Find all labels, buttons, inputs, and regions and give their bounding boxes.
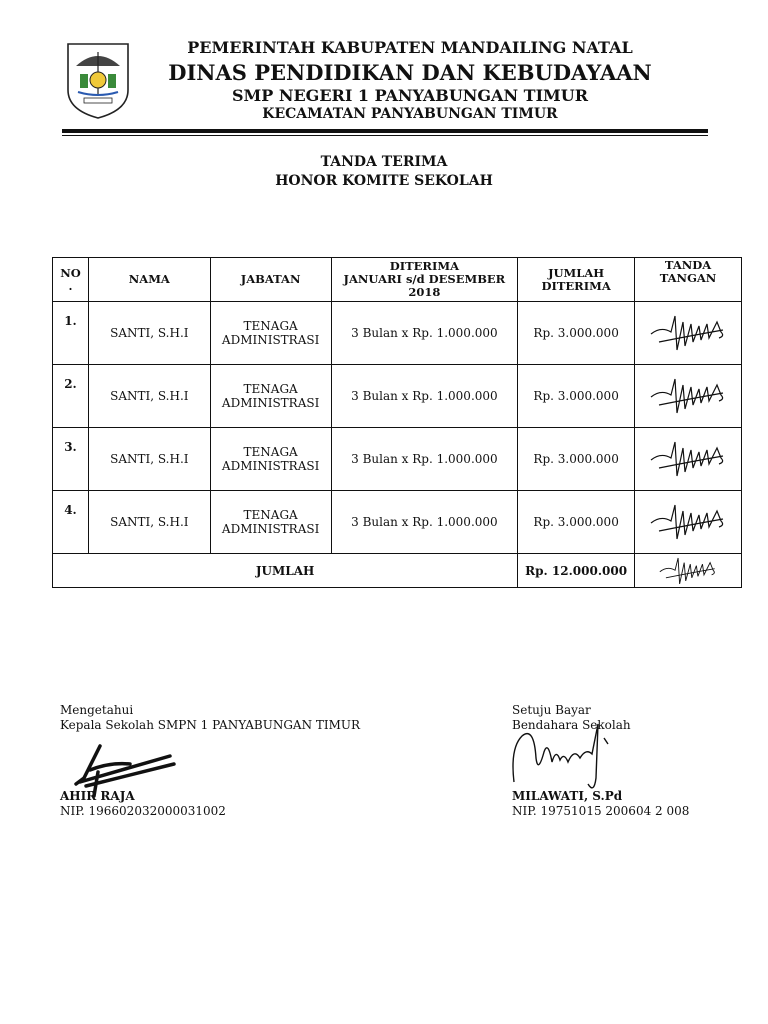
- header-divider-thin: [62, 135, 708, 136]
- approve-payment-label: Setuju Bayar: [512, 703, 591, 717]
- row-jabatan: TENAGA ADMINISTRASI: [210, 302, 331, 365]
- treasurer-name: MILAWATI, S.Pd: [512, 789, 623, 803]
- total-value: Rp. 12.000.000: [518, 554, 635, 588]
- principal-signature-icon: [70, 742, 180, 800]
- row-jumlah: Rp. 3.000.000: [518, 365, 635, 428]
- row-nama: SANTI, S.H.I: [88, 491, 210, 554]
- row-signature: [635, 554, 742, 588]
- honor-receipt-table: [52, 257, 742, 588]
- row-signature: [635, 428, 742, 491]
- column-header-nama: NAMA: [88, 258, 210, 302]
- table-row: [53, 365, 742, 428]
- column-header-tanda-tangan: TANDA TANGAN: [635, 258, 742, 302]
- header-government: PEMERINTAH KABUPATEN MANDAILING NATAL: [187, 38, 633, 57]
- row-signature: [635, 491, 742, 554]
- table-row: [53, 302, 742, 365]
- signature-icon: [649, 555, 727, 587]
- total-label: JUMLAH: [53, 554, 518, 588]
- column-header-no: NO .: [53, 258, 89, 302]
- row-nama: SANTI, S.H.I: [88, 302, 210, 365]
- signature-icon: [649, 312, 727, 354]
- treasurer-nip: NIP. 19751015 200604 2 008: [512, 804, 690, 818]
- row-nama: SANTI, S.H.I: [88, 365, 210, 428]
- treasurer-signature-icon: [508, 718, 618, 798]
- row-diterima: 3 Bulan x Rp. 1.000.000: [331, 428, 518, 491]
- table-total-row: [53, 554, 742, 588]
- table-row: [53, 428, 742, 491]
- header-divider-thick: [62, 129, 708, 133]
- signature-icon: [649, 501, 727, 543]
- row-signature: [635, 302, 742, 365]
- document-title: TANDA TERIMA: [320, 154, 448, 170]
- treasurer-title: Bendahara Sekolah: [512, 718, 631, 732]
- row-signature: [635, 365, 742, 428]
- document-subtitle: HONOR KOMITE SEKOLAH: [275, 173, 493, 189]
- row-nama: SANTI, S.H.I: [88, 428, 210, 491]
- row-diterima: 3 Bulan x Rp. 1.000.000: [331, 365, 518, 428]
- row-number: 3.: [53, 428, 89, 491]
- signature-icon: [649, 375, 727, 417]
- principal-nip: NIP. 196602032000031002: [60, 804, 226, 818]
- row-diterima: 3 Bulan x Rp. 1.000.000: [331, 302, 518, 365]
- header-district: KECAMATAN PANYABUNGAN TIMUR: [262, 106, 558, 122]
- acknowledged-label: Mengetahui: [60, 703, 134, 717]
- row-jumlah: Rp. 3.000.000: [518, 491, 635, 554]
- table-row: [53, 491, 742, 554]
- signature-icon: [649, 438, 727, 480]
- row-jabatan: TENAGA ADMINISTRASI: [210, 428, 331, 491]
- column-header-jabatan: JABATAN: [210, 258, 331, 302]
- row-jabatan: TENAGA ADMINISTRASI: [210, 491, 331, 554]
- header-school: SMP NEGERI 1 PANYABUNGAN TIMUR: [231, 86, 589, 105]
- principal-name: AHIR RAJA: [60, 789, 135, 803]
- principal-title: Kepala Sekolah SMPN 1 PANYABUNGAN TIMUR: [60, 718, 361, 732]
- row-jabatan: TENAGA ADMINISTRASI: [210, 365, 331, 428]
- row-number: 2.: [53, 365, 89, 428]
- table-header-row: [53, 258, 742, 302]
- row-number: 1.: [53, 302, 89, 365]
- row-diterima: 3 Bulan x Rp. 1.000.000: [331, 491, 518, 554]
- column-header-jumlah: JUMLAH DITERIMA: [518, 258, 635, 302]
- row-jumlah: Rp. 3.000.000: [518, 428, 635, 491]
- row-number: 4.: [53, 491, 89, 554]
- row-jumlah: Rp. 3.000.000: [518, 302, 635, 365]
- header-department: DINAS PENDIDIKAN DAN KEBUDAYAAN: [168, 60, 652, 85]
- column-header-diterima: DITERIMA JANUARI s/d DESEMBER 2018: [331, 258, 518, 302]
